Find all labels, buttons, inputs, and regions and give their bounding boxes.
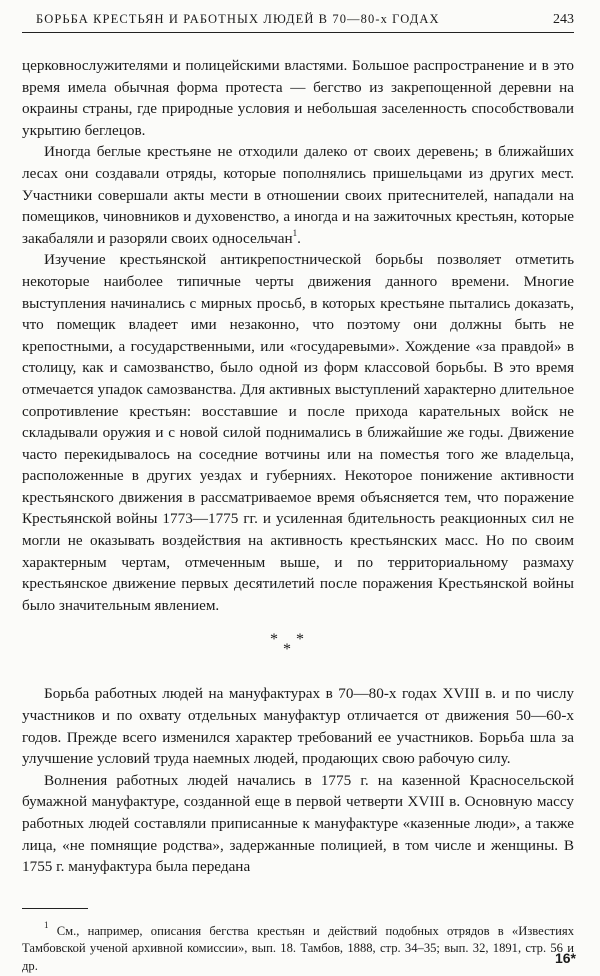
footnote-rule	[22, 908, 88, 909]
footnote	[22, 919, 574, 976]
signature-mark: 16*	[554, 950, 576, 966]
paragraph: Иногда беглые крестьяне не отходили далеко от своих деревень; в ближайших лесах они создавали отряды, которые пополнялись пришельцами из других мест. Участники совершали акты мести в отношении своих притеснителей, нападали на помещиков, чиновников и духовенство, а иногда и на зажиточных крестьян, которые закабаляли и разоряли своих односельчан$^1$.	[22, 143, 574, 247]
paragraph: церковнослужителями и полицейскими властями. Большое распространение и в это время имела обычная форма протеста — бегство из закрепощенной деревни на окраины страны, где природные условия и небольшая заселенность способствовали укрытию беглецов.	[22, 57, 574, 139]
page-number: 243	[553, 12, 574, 27]
running-header	[22, 8, 574, 33]
asterisk: *	[270, 631, 278, 649]
main-text	[22, 55, 574, 878]
paragraph-text: Иногда беглые крестьяне не отходили далеко от своих деревень; в ближайших лесах они создавали отряды, которые пополнялись пришельцами из других мест. Участники совершали акты мести в отношении своих притеснителей, нападали на помещиков, чиновников и духовенство, а иногда и на зажиточных крестьян, которые закабаляли и разоряли своих односельчан	[22, 143, 574, 247]
footnote-mark: 1	[44, 919, 49, 930]
section-divider	[22, 629, 574, 673]
paragraph: Изучение крестьянской антикрепостнической борьбы позволяет отметить некоторые наиболее типичные черты движения данного времени. Многие выступления начинались с мирных просьб, в которых крестьяне пытались доказать, что помещик владеет ими незаконно, что поэтому они должны быть не крепостными, а государственными, или «государевыми». Хождение «за правдой» в столицу, как и самозванство, было одной из форм классовой борьбы. В это время отмечается упадок самозванства. Для активных выступлений характерно длительное сопротивление крестьян: восставшие и после прихода карательных войск не складывали оружия и с новой силой поднимались в ближайшие же годы. Движение часто перекидывалось на соседние вотчины или на поместья того же владельца, расположенные в других уездах и губерниях. Некоторое понижение активности крестьянского движения в рассматриваемое время объясняется тем, что поражение Крестьянской войны 1773—1775 гг. и усиленная бдительность реакционных сил не могли не оказывать воздействия на активность крестьянских масс. Но по своим характерным чертам, отмеченным выше, и по территориальному размаху крестьянское движение первых десятилетий после поражения Крестьянской войны было значительным явлением.	[22, 251, 574, 614]
running-title: БОРЬБА КРЕСТЬЯН И РАБОТНЫХ ЛЮДЕЙ В 70—80-х ГОДАХ	[36, 12, 440, 26]
footnote-reference[interactable]: 1	[292, 227, 298, 238]
paragraph: Волнения работных людей начались в 1775 г. на казенной Красносельской бумажной мануфактуре, созданной еще в первой четверти XVIII в. Основную массу работных людей составляли приписанные к мануфактуре «казенные люди», а также лица, «не помнящие родства», задержанные полицией, в том числе и женщины. В 1755 г. мануфактура была передана	[22, 771, 574, 876]
asterisk: *	[283, 641, 291, 659]
paragraph: Борьба работных людей на мануфактурах в 70—80-х годах XVIII в. и по числу участников и по охвату отдельных мануфактур отличается от движения 50—60-х годов. Прежде всего изменился характер требований ее участников. Борьба шла за улучшение условий труда наемных людей, продающих свою рабочую силу.	[22, 685, 574, 768]
footnote-text: См., например, описания бегства крестьян и действий подобных отрядов в «Известиях Тамбовской ученой архивной комиссии», вып. 18. Тамбов, 1888, стр. 34–35; вып. 32, 1891, стр. 56 и др.	[22, 923, 574, 973]
asterisk: *	[296, 631, 304, 649]
book-page	[22, 8, 574, 975]
